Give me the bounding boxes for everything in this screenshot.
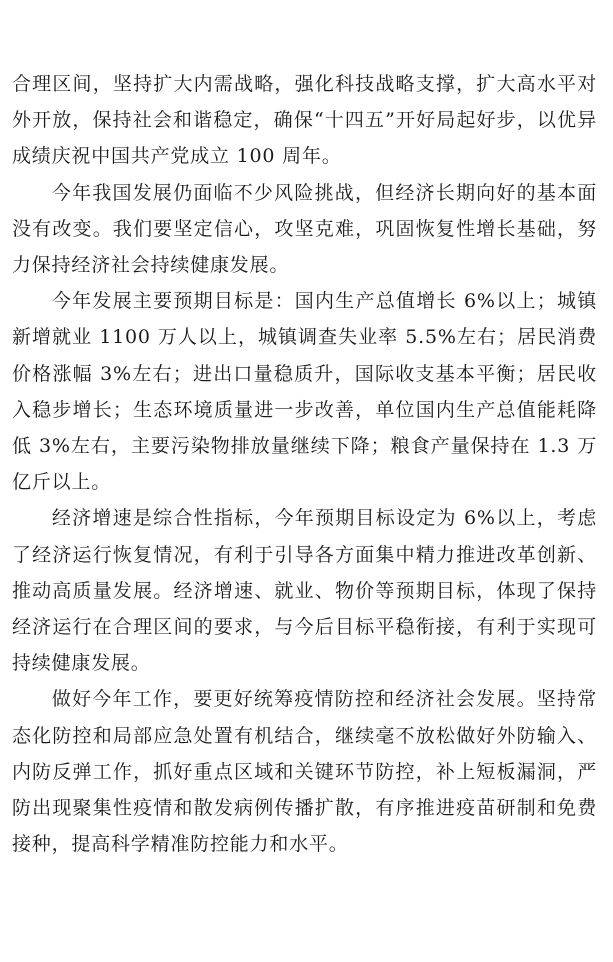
paragraph-5: 做好今年工作，要更好统筹疫情防控和经济社会发展。坚持常态化防控和局部应急处置有机结合，继续毫不放松做好外防输入、内防反弹工作，抓好重点区域和关键环节防控，补上短板漏洞，严防出现聚集性疫情和散发病例传播扩散，有序推进疫苗研制和免费接种，提高科学精准防控能力和水平。 — [12, 688, 597, 856]
paragraph-2: 今年我国发展仍面临不少风险挑战，但经济长期向好的基本面没有改变。我们要坚定信心，攻坚克难，巩固恢复性增长基础，努力保持经济社会持续健康发展。 — [12, 181, 597, 277]
paragraph-1: 合理区间，坚持扩大内需战略，强化科技战略支撑，扩大高水平对外开放，保持社会和谐稳定，确保“十四五”开好局起好步，以优异成绩庆祝中国共产党成立 100 周年。 — [12, 73, 597, 168]
paragraph-4: 经济增速是综合性指标，今年预期目标设定为 6%以上，考虑了经济运行恢复情况，有利于引导各方面集中精力推进改革创新、推动高质量发展。经济增速、就业、物价等预期目标，体现了保持经济运行在合理区间的要求，与今后目标平稳衔接，有利于实现可持续健康发展。 — [12, 507, 597, 675]
paragraph-3: 今年发展主要预期目标是：国内生产总值增长 6%以上；城镇新增就业 1100 万人以上，城镇调查失业率 5.5%左右；居民消费价格涨幅 3%左右；进出口量稳质升，国际收支基本平衡；居民收入稳步增长；生态环境质量进一步改善，单位国内生产总值能耗降低 3%左右，主要污染物排放量继续下降；粮食产量保持在 1.3 万亿斤以上。 — [12, 290, 597, 494]
